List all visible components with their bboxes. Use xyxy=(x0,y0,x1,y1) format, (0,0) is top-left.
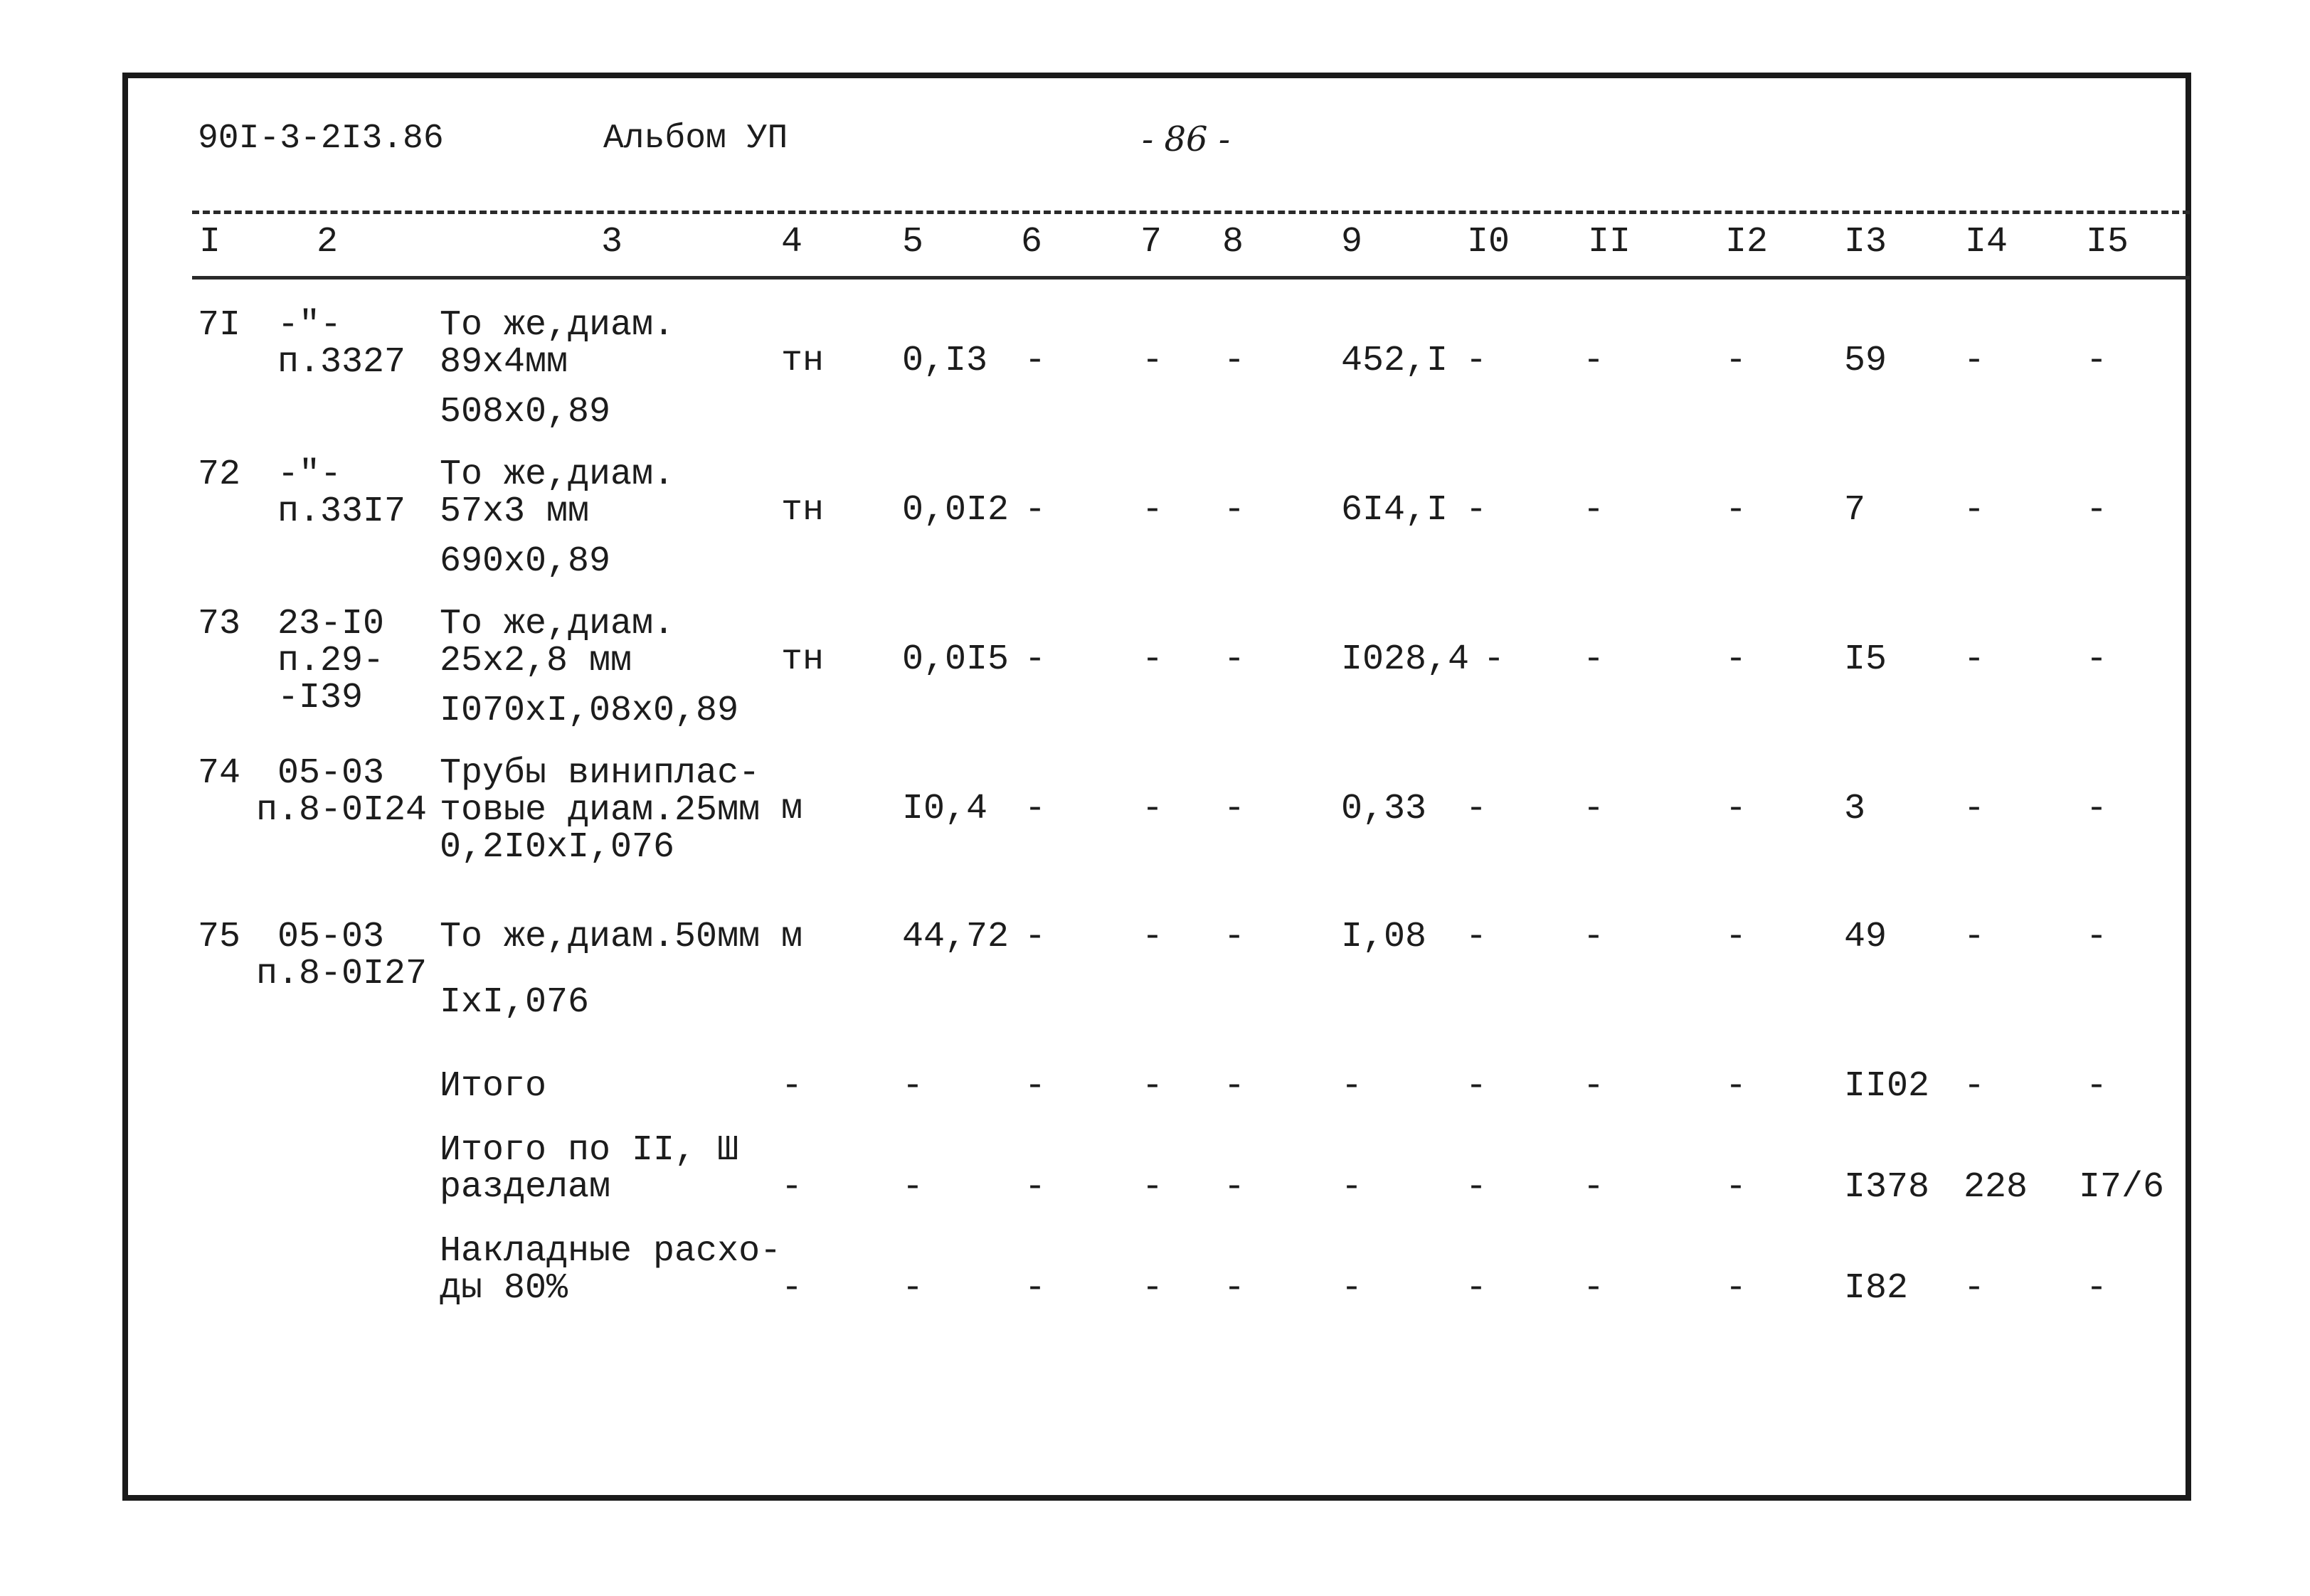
col-13: 49 xyxy=(1844,917,1887,957)
norm-reference: 05-03 п.8-0I27 xyxy=(256,917,428,994)
col-13: 3 xyxy=(1844,789,1866,829)
row-number: 75 xyxy=(198,917,241,957)
col-11: - xyxy=(1583,789,1605,829)
item-description: То же,диам. 89х4мм 508х0,89 xyxy=(440,305,675,432)
col-14: - xyxy=(1964,639,1986,680)
col-11: - xyxy=(1583,1167,1605,1208)
col-7: - xyxy=(1142,1167,1164,1208)
column-header-14: I4 xyxy=(1965,222,2008,262)
col-8: - xyxy=(1224,1167,1246,1208)
column-header-11: II xyxy=(1588,222,1631,262)
col-8: - xyxy=(1224,490,1246,531)
col-9: I028,4 xyxy=(1341,639,1470,680)
col-8: - xyxy=(1224,917,1246,957)
column-header-3: 3 xyxy=(601,222,623,262)
column-header-6: 6 xyxy=(1021,222,1043,262)
col-14: - xyxy=(1964,341,1986,381)
col-12: - xyxy=(1725,490,1747,531)
col-4: - xyxy=(781,1268,803,1309)
column-header-7: 7 xyxy=(1140,222,1162,262)
col-11: - xyxy=(1583,1066,1605,1107)
item-description: То же,диам.50мм IхI,076 xyxy=(440,917,761,1023)
row-number: 74 xyxy=(198,753,241,794)
quantity: 44,72 xyxy=(902,917,1010,957)
col-12: - xyxy=(1725,341,1747,381)
col-10: - xyxy=(1466,1268,1488,1309)
col-13: I5 xyxy=(1844,639,1887,680)
col-14: - xyxy=(1964,1066,1986,1107)
header-rule-top xyxy=(192,211,2190,214)
col-14: - xyxy=(1964,789,1986,829)
col-15: - xyxy=(2086,789,2108,829)
column-header-8: 8 xyxy=(1222,222,1244,262)
col-9: 0,33 xyxy=(1341,789,1427,829)
col-10: - xyxy=(1466,917,1488,957)
col-11: - xyxy=(1583,341,1605,381)
col-5: - xyxy=(902,1167,924,1208)
col-13: I378 xyxy=(1844,1167,1930,1208)
column-header-1: I xyxy=(199,222,221,262)
column-header-9: 9 xyxy=(1341,222,1363,262)
norm-reference: 23-I0 п.29- -I39 xyxy=(277,604,385,718)
col-15: - xyxy=(2086,490,2108,531)
col-8: - xyxy=(1224,341,1246,381)
unit: тн xyxy=(781,341,825,381)
unit: м xyxy=(781,917,803,957)
col-13: 7 xyxy=(1844,490,1866,531)
item-description: То же,диам. 25х2,8 мм I070хI,08х0,89 xyxy=(440,604,739,731)
column-header-5: 5 xyxy=(902,222,924,262)
row-number: 73 xyxy=(198,604,241,644)
col-11: - xyxy=(1583,490,1605,531)
col-9: 6I4,I xyxy=(1341,490,1448,531)
col-11: - xyxy=(1583,917,1605,957)
col-13: II02 xyxy=(1844,1066,1930,1107)
column-header-15: I5 xyxy=(2086,222,2129,262)
column-header-13: I3 xyxy=(1844,222,1887,262)
col-4: - xyxy=(781,1066,803,1107)
col-13: 59 xyxy=(1844,341,1887,381)
col-10: - xyxy=(1466,1167,1488,1208)
col-10: - xyxy=(1466,490,1488,531)
col-10: - xyxy=(1483,639,1505,680)
col-6: - xyxy=(1024,789,1047,829)
col-12: - xyxy=(1725,917,1747,957)
col-12: - xyxy=(1725,789,1747,829)
col-15: - xyxy=(2086,917,2108,957)
col-6: - xyxy=(1024,1066,1047,1107)
col-6: - xyxy=(1024,917,1047,957)
col-10: - xyxy=(1466,1066,1488,1107)
col-9: 452,I xyxy=(1341,341,1448,381)
col-15: - xyxy=(2086,639,2108,680)
col-5: - xyxy=(902,1268,924,1309)
col-7: - xyxy=(1142,789,1164,829)
column-header-10: I0 xyxy=(1467,222,1510,262)
col-9: - xyxy=(1341,1268,1363,1309)
unit: тн xyxy=(781,490,825,531)
col-8: - xyxy=(1224,1066,1246,1107)
norm-reference: -"- п.33I7 xyxy=(277,454,406,532)
quantity: I0,4 xyxy=(902,789,988,829)
col-8: - xyxy=(1224,789,1246,829)
col-14: - xyxy=(1964,490,1986,531)
col-5: - xyxy=(902,1066,924,1107)
col-7: - xyxy=(1142,341,1164,381)
total-label: Итого xyxy=(440,1066,547,1107)
col-12: - xyxy=(1725,1167,1747,1208)
col-14: 228 xyxy=(1964,1167,2028,1208)
col-10: - xyxy=(1466,341,1488,381)
col-6: - xyxy=(1024,639,1047,680)
col-8: - xyxy=(1224,1268,1246,1309)
col-15: - xyxy=(2086,1268,2108,1309)
item-description: То же,диам. 57х3 мм 690х0,89 xyxy=(440,454,675,582)
col-9: - xyxy=(1341,1167,1363,1208)
quantity: 0,0I2 xyxy=(902,490,1010,531)
page-number: - 86 - xyxy=(1142,119,1231,159)
col-11: - xyxy=(1583,1268,1605,1309)
col-15: I7/6 xyxy=(2079,1167,2165,1208)
total-label: Итого по II, Ш разделам xyxy=(440,1130,739,1208)
col-8: - xyxy=(1224,639,1246,680)
col-11: - xyxy=(1583,639,1605,680)
row-number: 7I xyxy=(198,305,241,346)
col-12: - xyxy=(1725,1268,1747,1309)
col-12: - xyxy=(1725,639,1747,680)
col-15: - xyxy=(2086,341,2108,381)
col-15: - xyxy=(2086,1066,2108,1107)
col-6: - xyxy=(1024,490,1047,531)
norm-reference: -"- п.3327 xyxy=(277,305,406,383)
column-header-4: 4 xyxy=(781,222,803,262)
unit: тн xyxy=(781,639,825,680)
col-14: - xyxy=(1964,1268,1986,1309)
col-6: - xyxy=(1024,1268,1047,1309)
document-code: 90I-3-2I3.86 xyxy=(198,119,444,158)
col-12: - xyxy=(1725,1066,1747,1107)
header-rule-bottom xyxy=(192,276,2190,280)
col-14: - xyxy=(1964,917,1986,957)
row-number: 72 xyxy=(198,454,241,495)
col-4: - xyxy=(781,1167,803,1208)
col-7: - xyxy=(1142,917,1164,957)
quantity: 0,0I5 xyxy=(902,639,1010,680)
item-description: Трубы виниплас- товые диам.25мм 0,2I0хI,076 xyxy=(440,753,761,868)
total-label: Накладные расхо- ды 80% xyxy=(440,1231,782,1309)
col-7: - xyxy=(1142,639,1164,680)
column-header-12: I2 xyxy=(1725,222,1769,262)
col-9: I,08 xyxy=(1341,917,1427,957)
quantity: 0,I3 xyxy=(902,341,988,381)
album-label: Альбом УП xyxy=(603,119,788,158)
col-7: - xyxy=(1142,1066,1164,1107)
col-13: I82 xyxy=(1844,1268,1909,1309)
col-10: - xyxy=(1466,789,1488,829)
col-7: - xyxy=(1142,1268,1164,1309)
col-6: - xyxy=(1024,1167,1047,1208)
col-6: - xyxy=(1024,341,1047,381)
column-header-2: 2 xyxy=(317,222,339,262)
unit: м xyxy=(781,789,803,829)
col-7: - xyxy=(1142,490,1164,531)
norm-reference: 05-03 п.8-0I24 xyxy=(256,753,428,831)
col-9: - xyxy=(1341,1066,1363,1107)
